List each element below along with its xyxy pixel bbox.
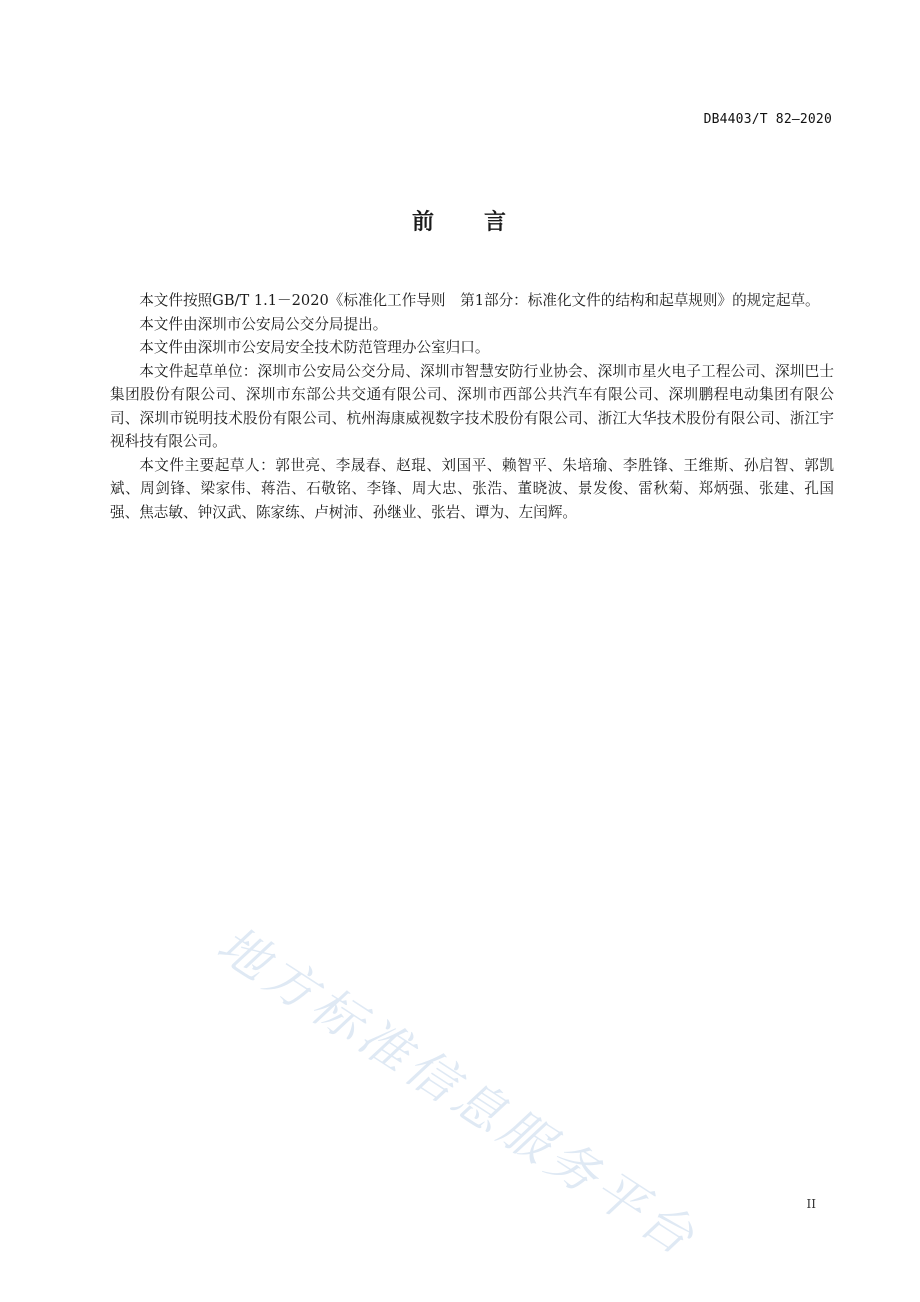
paragraph-centralized-unit: 本文件由深圳市公安局安全技术防范管理办公室归口。 xyxy=(139,339,490,356)
title-char-2: 言 xyxy=(484,210,509,235)
foreword-body xyxy=(110,289,834,524)
paragraph-drafting-organizations: 本文件起草单位：深圳市公安局公交分局、深圳市智慧安防行业协会、深圳市星火电子工程公司、深圳巴士集团股份有限公司、深圳市东部公共交通有限公司、深圳市西部公共汽车有限公司、深圳鹏程电动集团有限公司、深圳市锐明技术股份有限公司、杭州海康威视数字技术股份有限公司、浙江大华技术股份有限公司、浙江宇视科技有限公司。 xyxy=(110,362,834,450)
paragraph-proposer: 本文件由深圳市公安局公交分局提出。 xyxy=(139,315,388,333)
watermark: 地方标准信息服务平台 xyxy=(207,915,709,1269)
paragraph-drafting-rules: 本文件按照GB/T 1.1－2020《标准化工作导则 第1部分：标准化文件的结构和起草规则》的规定起草。 xyxy=(139,292,820,309)
paragraph-main-drafters: 本文件主要起草人：郭世亮、李晟春、赵琨、刘国平、赖智平、朱培瑜、李胜锋、王维斯、孙启智、郭凯斌、周剑锋、梁家伟、蒋浩、石敬铭、李锋、周大忠、张浩、董晓波、景发俊、雷秋菊、郑炳强、张建、孔国强、焦志敏、钟汉武、陈家练、卢树沛、孙继业、张岩、谭为、左闰辉。 xyxy=(110,456,834,521)
title-char-1: 前 xyxy=(411,210,436,235)
standard-code: DB4403/T 82—2020 xyxy=(703,112,832,127)
page-title xyxy=(0,205,920,236)
page-number: II xyxy=(806,1197,816,1211)
